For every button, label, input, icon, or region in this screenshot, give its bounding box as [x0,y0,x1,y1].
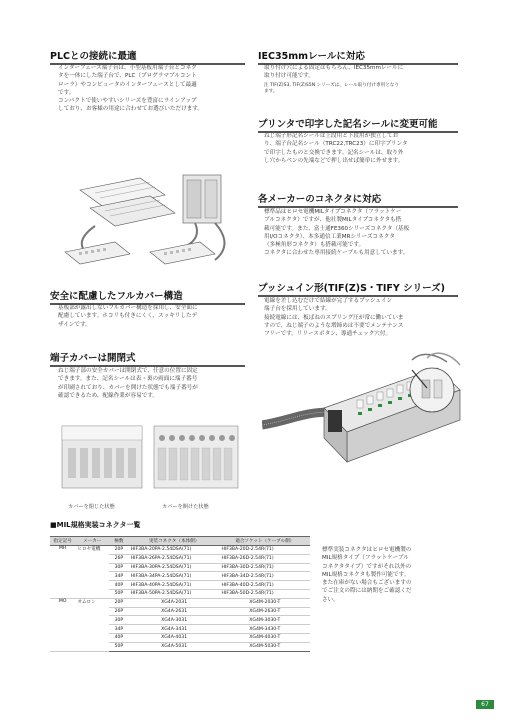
cover-closed-photo [58,418,146,496]
table-row: MH ヒロセ電機 20P HIF3BA-20PA-2.54DSA(71) HIF3BA-20D-2.54R(71) [50,546,310,555]
table-row: 30P HIF3BA-30PA-2.54DSA(71) HIF3BA-30D-2.54R(71) [50,563,310,572]
col-header-code: 指定記号 [50,537,75,546]
col-header-socket: 適合ソケット（ケーブル側） [220,537,310,546]
section-heading-maker-connectors: 各メーカーのコネクタに対応 [258,191,458,208]
mil-connector-table [50,536,310,652]
full-cover-text: 基板部が露出しないフルカバー構造を採用し、安全面に 配慮しています。ホコリも付きにくく、スッキリしたデ ザインです。 [58,305,198,328]
cell-maker: オムロン [75,598,109,651]
table-side-note: 標準実装コネクタはヒロセ電機製の MIL規格タイプ（フラットケーブル コネクタタイプ）ですがそれ以外の MIL規格コネクタも製作可能です。 また在庫がない場合もございますの でご注文の際には納期をご確認くだ さい。 [322,547,412,603]
cover-open-photo [150,418,242,496]
table-row: 50P XG4A-5031 XG4M-5030-T [50,642,310,651]
caption-cover-closed: カバーを閉じた状態 [68,504,115,510]
table-row: 30P XG4A-3031 XG4M-3030-T [50,616,310,625]
section-heading-full-cover: 安全に配慮したフルカバー構造 [50,288,245,305]
table-header-row [50,537,310,546]
terminal-cover-text: ねじ端子部の安全カバーは開閉式で、任意の位置に固定 できます。また、記名シールは表・裏の両面に端子番号 が印刷されており、カバーを開けた状態でも端子番号が 確認できるため、配線作業が容易です。 [58,368,198,399]
push-in-terminal-illustration [262,350,462,500]
iec-rail-note: 注 TIF(Z)S3, TIF(Z)S5N シリーズは、レール取り付け専用となり ます。 [264,82,399,95]
iec-rail-text: 取り付け穴による固定はもちろん、IEC35mmレールに 取り付け可能です。 注 TIF(Z)S3, TIF(Z)S5N シリーズは、レール取り付け専用となり ます。 [264,64,460,96]
table-row: 40P HIF3BA-40PA-2.54DSA(71) HIF3BA-40D-2.54R(71) [50,581,310,590]
section-heading-push-in: プッシュイン形(TIF(Z)S・TIFY シリーズ) [258,280,458,297]
section-heading-printer-label: プリンタで印字した記名シールに変更可能 [258,116,458,133]
cell-maker: ヒロセ電機 [75,546,109,599]
col-header-body-connector: 実装コネクタ（本体側） [129,537,220,546]
maker-connectors-text: 標準品はヒロセ電機MILタイプコネクタ（フラットケー ブルコネクタ）ですが、他社製MILタイプコネクタも搭 載可能です。また、富士通FE360シリーズコネクタ（基板 用I/Oコネクタ）、本多通信工業MRシリーズコネクタ （多極角形コネクタ）も搭載可能です。 コネクタに合わせた専用接続ケーブルも用意しています。 [264,209,410,257]
table-row: 34P XG4A-3431 XG4M-3430-T [50,625,310,634]
table-row: 50P HIF3BA-50PA-2.54DSA(71) HIF3BA-50D-2.54R(71) [50,589,310,598]
printer-label-text: ねじ端子形記名シールは上段用と下段用が独立してお り、端子台記名シール（TRC22,TRC23）に印字プリンタ で印字したものと交換できます。記名シールは、取り外 し穴からペンの先端などで押し出せば簡単に外せます。 [264,133,408,164]
cell-code: MH [50,546,75,599]
push-in-text: 電線を差し込むだけで結線が完了するプッシュイン 端子台を採用しています。 接続電線には、板ばねのスプリング圧が常に働いていま すので、ねじ端子のような増締めは不要でメンテナンス フリーです。リリースボタン、導通チェック穴付。 [264,298,404,338]
plc-text: インターフェース端子台は、小型基板用端子台とコネク タを一体にした端子台で、PLC（プログラマブルコント ローラ）やコンピュータのインターフェースとして最適 です。 コンパクトで使いやすいシリーズを豊富にラインアップ しており、お客様の用途に合わせてお選びいただけます。 [58,65,203,113]
caption-cover-open: カバーを開けた状態 [162,504,209,510]
table-title: ■MIL規格実装コネクタ一覧 [50,521,141,529]
section-heading-iec-rail: IEC35mmレールに対応 [258,48,458,65]
col-header-poles: 極数 [109,537,129,546]
table-row: MO オムロン 20P XG4A-2031 XG4M-2030-T [50,598,310,607]
table-row: 40P XG4A-4031 XG4M-4030-T [50,633,310,642]
section-heading-terminal-cover: 端子カバーは開閉式 [50,350,245,367]
col-header-maker: メーカー [75,537,109,546]
section-heading-plc: PLCとの接続に最適 [50,48,245,65]
table-row: 26P HIF3BA-26PA-2.54DSA(71) HIF3BA-26D-2.54R(71) [50,554,310,563]
cell-code: MO [50,598,75,651]
table-row: 34P HIF3BA-34PA-2.54DSA(71) HIF3BA-34D-2.54R(71) [50,572,310,581]
plc-connection-illustration [55,160,250,278]
table-row: 26P XG4A-2631 XG4M-2630-T [50,607,310,616]
page-number: 67 [476,700,494,709]
